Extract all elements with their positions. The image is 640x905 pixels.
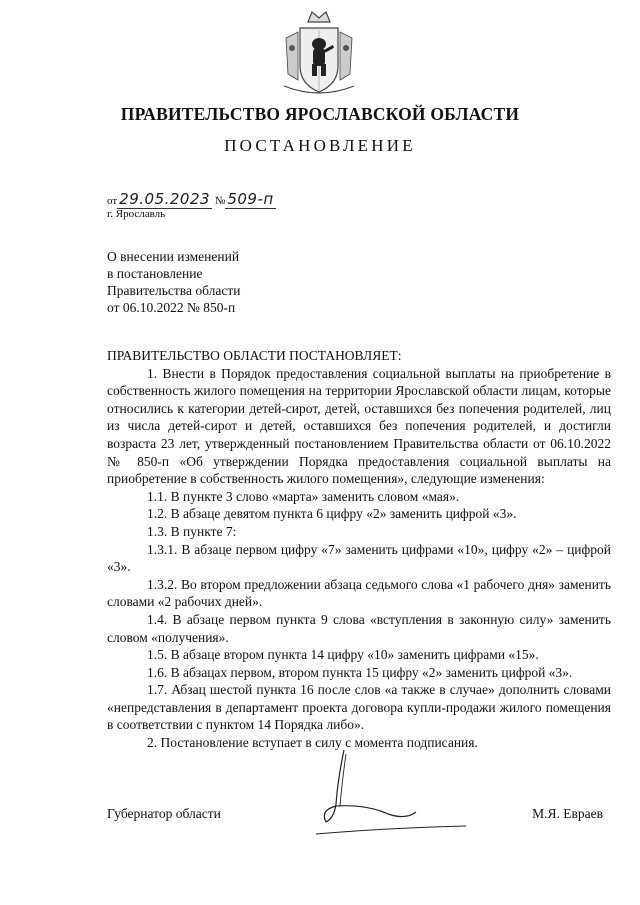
government-title: ПРАВИТЕЛЬСТВО ЯРОСЛАВСКОЙ ОБЛАСТИ: [120, 104, 520, 124]
city: г. Ярославль: [107, 208, 166, 220]
document-number: 509-п: [227, 190, 274, 208]
number-prefix: №: [214, 195, 226, 207]
subject-line: от 06.10.2022 № 850-п: [107, 300, 236, 315]
paragraph-1-3-2: 1.3.2. Во втором предложении абзаца седьмого слова «1 рабочего дня» заменить словами «2 рабочих дней».: [107, 576, 611, 610]
paragraph-1: 1. Внести в Порядок предоставления социальной выплаты на приобретение в собственность жилого помещения на территории Ярославской области лицам, которые относились к категории детей-сирот, детей, оставшихся без попечения родителей, лиц из числа детей-сирот и детей, оставшихся без попечения родителей, и достигли возраста 23 лет, утвержденный постановлением Правительства области от 06.10.2022 № 850-п «Об утверждении Порядка предоставления социальной выплаты на приобретение в собственность жилого помещения», следующие изменения:: [107, 365, 611, 487]
document-date: 29.05.2023: [119, 190, 211, 208]
paragraph-1-7: 1.7. Абзац шестой пункта 16 после слов «а также в случае» дополнить словами «непредставления в департамент проекта договора купли-продажи жилого помещения в соответствии с пунктом 14 Порядка либо».: [107, 682, 611, 733]
subject-line: в постановление: [107, 266, 203, 281]
resolution-lead: ПРАВИТЕЛЬСТВО ОБЛАСТИ ПОСТАНОВЛЯЕТ:: [107, 348, 402, 363]
subject-line: Правительства области: [107, 283, 241, 298]
signatory-position: Губернатор области: [107, 806, 221, 821]
paragraph-1-6: 1.6. В абзацах первом, втором пункта 15 цифру «2» заменить цифрой «3».: [147, 664, 573, 680]
paragraph-1-5: 1.5. В абзаце втором пункта 14 цифру «10» заменить цифрами «15».: [147, 647, 539, 663]
paragraph-2: 2. Постановление вступает в силу с момента подписания.: [147, 735, 478, 751]
coat-of-arms-emblem: [278, 8, 360, 100]
paragraph-1-1: 1.1. В пункте 3 слово «марта» заменить словом «мая».: [147, 488, 460, 504]
subject-line: О внесении изменений: [107, 249, 240, 264]
paragraph-1-3-1: 1.3.1. В абзаце первом цифру «7» заменить цифрами «10», цифру «2» – цифрой «3».: [107, 541, 611, 575]
paragraph-1-3: 1.3. В пункте 7:: [147, 523, 237, 539]
document-type: ПОСТАНОВЛЕНИЕ: [224, 136, 416, 155]
signatory-name: М.Я. Евраев: [532, 806, 603, 821]
handwritten-signature: [296, 748, 476, 838]
date-prefix: от: [107, 195, 118, 207]
date-number-line: [107, 190, 276, 208]
paragraph-1-2: 1.2. В абзаце девятом пункта 6 цифру «2» заменить цифрой «3».: [147, 506, 517, 522]
paragraph-1-4: 1.4. В абзаце первом пункта 9 слова «вступления в законную силу» заменить словом «получения».: [107, 611, 611, 645]
document-body: [107, 347, 611, 752]
subject-block: [107, 248, 240, 316]
